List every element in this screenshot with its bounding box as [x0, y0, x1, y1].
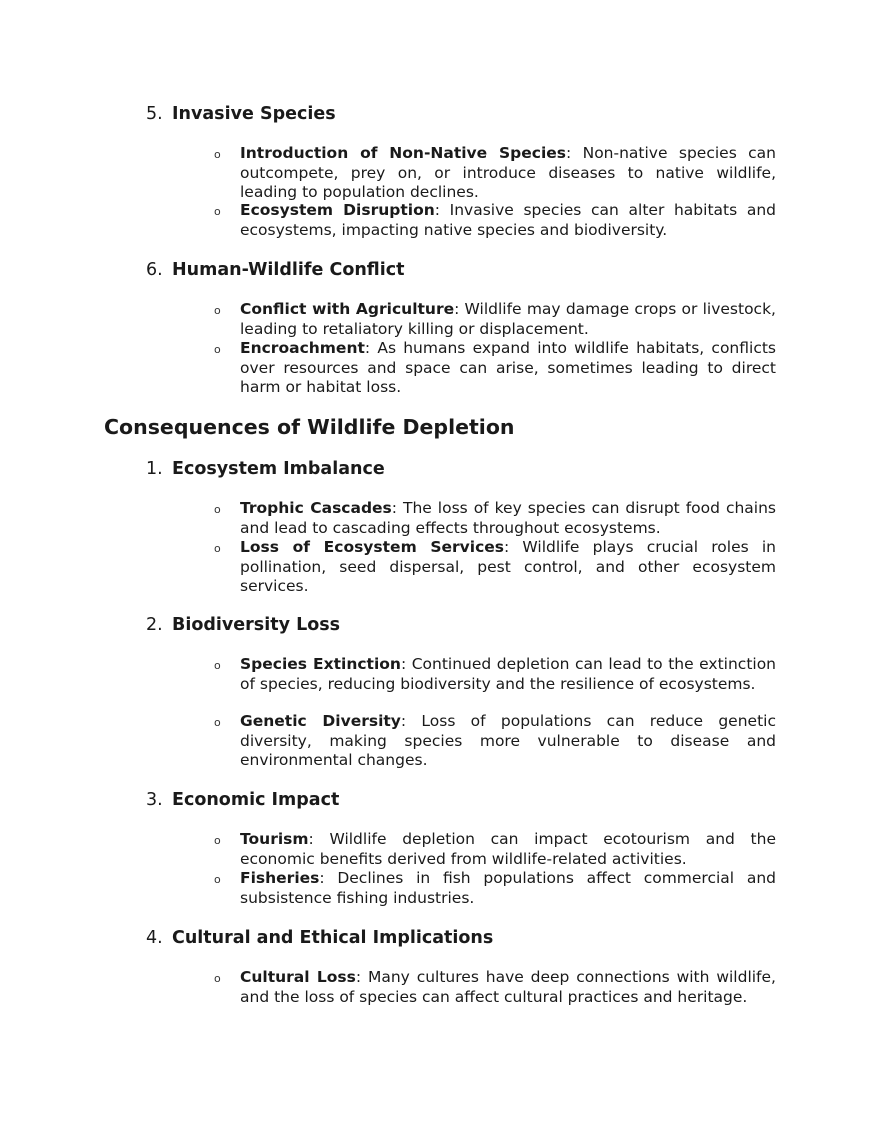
bullet-text: : Non-native species can outcompete, prey on, or introduce diseases to native wildlife, leading to population declines. — [240, 144, 776, 201]
item-heading-biodiversity-loss — [146, 614, 340, 636]
item-title: Cultural and Ethical Implications — [172, 928, 494, 948]
item-number: 2. — [146, 615, 163, 635]
item-number: 4. — [146, 928, 163, 948]
bullet-introduction-non-native-species — [214, 144, 776, 203]
bullet-text: : Many cultures have deep connections with wildlife, and the loss of species can affect cultural practices and heritage. — [240, 968, 776, 1006]
bullet-genetic-diversity — [214, 712, 776, 771]
bullet-term: Genetic Diversity — [240, 712, 401, 730]
bullet-marker: o — [214, 343, 221, 356]
bullet-text: : Wildlife may damage crops or livestock, leading to retaliatory killing or displacement. — [240, 300, 776, 338]
bullet-term: Conflict with Agriculture — [240, 300, 455, 318]
bullet-fisheries — [214, 869, 776, 908]
bullet-term: Cultural Loss — [240, 968, 356, 986]
bullet-term: Introduction of Non-Native Species — [240, 144, 567, 162]
bullet-text: : Wildlife plays crucial roles in pollination, seed dispersal, pest control, and other ecosystem services. — [240, 538, 776, 595]
item-number: 6. — [146, 260, 163, 280]
item-title: Human-Wildlife Conflict — [172, 260, 405, 280]
item-title: Biodiversity Loss — [172, 615, 341, 635]
bullet-marker: o — [214, 834, 221, 847]
bullet-term: Fisheries — [240, 869, 320, 887]
bullet-marker: o — [214, 542, 221, 555]
bullet-text: : The loss of key species can disrupt food chains and lead to cascading effects throughout ecosystems. — [240, 499, 776, 537]
bullet-term: Tourism — [240, 830, 309, 848]
bullet-text: : Loss of populations can reduce genetic diversity, making species more vulnerable to disease and environmental changes. — [240, 712, 776, 769]
bullet-conflict-with-agriculture — [214, 300, 776, 339]
bullet-term: Species Extinction — [240, 655, 401, 673]
bullet-marker: o — [214, 873, 221, 886]
item-heading-human-wildlife-conflict — [146, 259, 405, 281]
item-title: Ecosystem Imbalance — [172, 459, 385, 479]
item-title: Economic Impact — [172, 790, 340, 810]
bullet-trophic-cascades — [214, 499, 776, 538]
bullet-marker: o — [214, 659, 221, 672]
bullet-term: Encroachment — [240, 339, 365, 357]
bullet-species-extinction — [214, 655, 777, 694]
bullet-text: : Wildlife depletion can impact ecotourism and the economic benefits derived from wildlife-related activities. — [240, 830, 776, 868]
bullet-marker: o — [214, 972, 221, 985]
bullet-encroachment — [214, 339, 776, 398]
bullet-marker: o — [214, 148, 221, 161]
bullet-marker: o — [214, 716, 221, 729]
bullet-ecosystem-disruption — [214, 201, 776, 240]
bullet-loss-of-ecosystem-services — [214, 538, 776, 597]
item-number: 3. — [146, 790, 163, 810]
item-heading-ecosystem-imbalance — [146, 458, 385, 480]
bullet-cultural-loss — [214, 968, 776, 1007]
item-number: 5. — [146, 104, 163, 124]
item-heading-invasive-species — [146, 103, 336, 125]
bullet-text: : Declines in fish populations affect commercial and subsistence fishing industries. — [240, 869, 776, 907]
bullet-term: Trophic Cascades — [240, 499, 392, 517]
bullet-marker: o — [214, 304, 221, 317]
bullet-text: : As humans expand into wildlife habitats, conflicts over resources and space can arise, sometimes leading to direct harm or habitat loss. — [240, 339, 776, 396]
bullet-marker: o — [214, 503, 221, 516]
bullet-term: Loss of Ecosystem Services — [240, 538, 505, 556]
bullet-text: : Invasive species can alter habitats and ecosystems, impacting native species and biodiversity. — [240, 201, 776, 239]
bullet-term: Ecosystem Disruption — [240, 201, 435, 219]
item-heading-economic-impact — [146, 789, 339, 811]
item-number: 1. — [146, 459, 163, 479]
section-heading-consequences: Consequences of Wildlife Depletion — [104, 415, 515, 439]
item-title: Invasive Species — [172, 104, 336, 124]
bullet-marker: o — [214, 205, 221, 218]
item-heading-cultural-ethical — [146, 927, 493, 949]
bullet-tourism — [214, 830, 776, 869]
bullet-text: : Continued depletion can lead to the extinction of species, reducing biodiversity and the resilience of ecosystems. — [240, 655, 777, 693]
